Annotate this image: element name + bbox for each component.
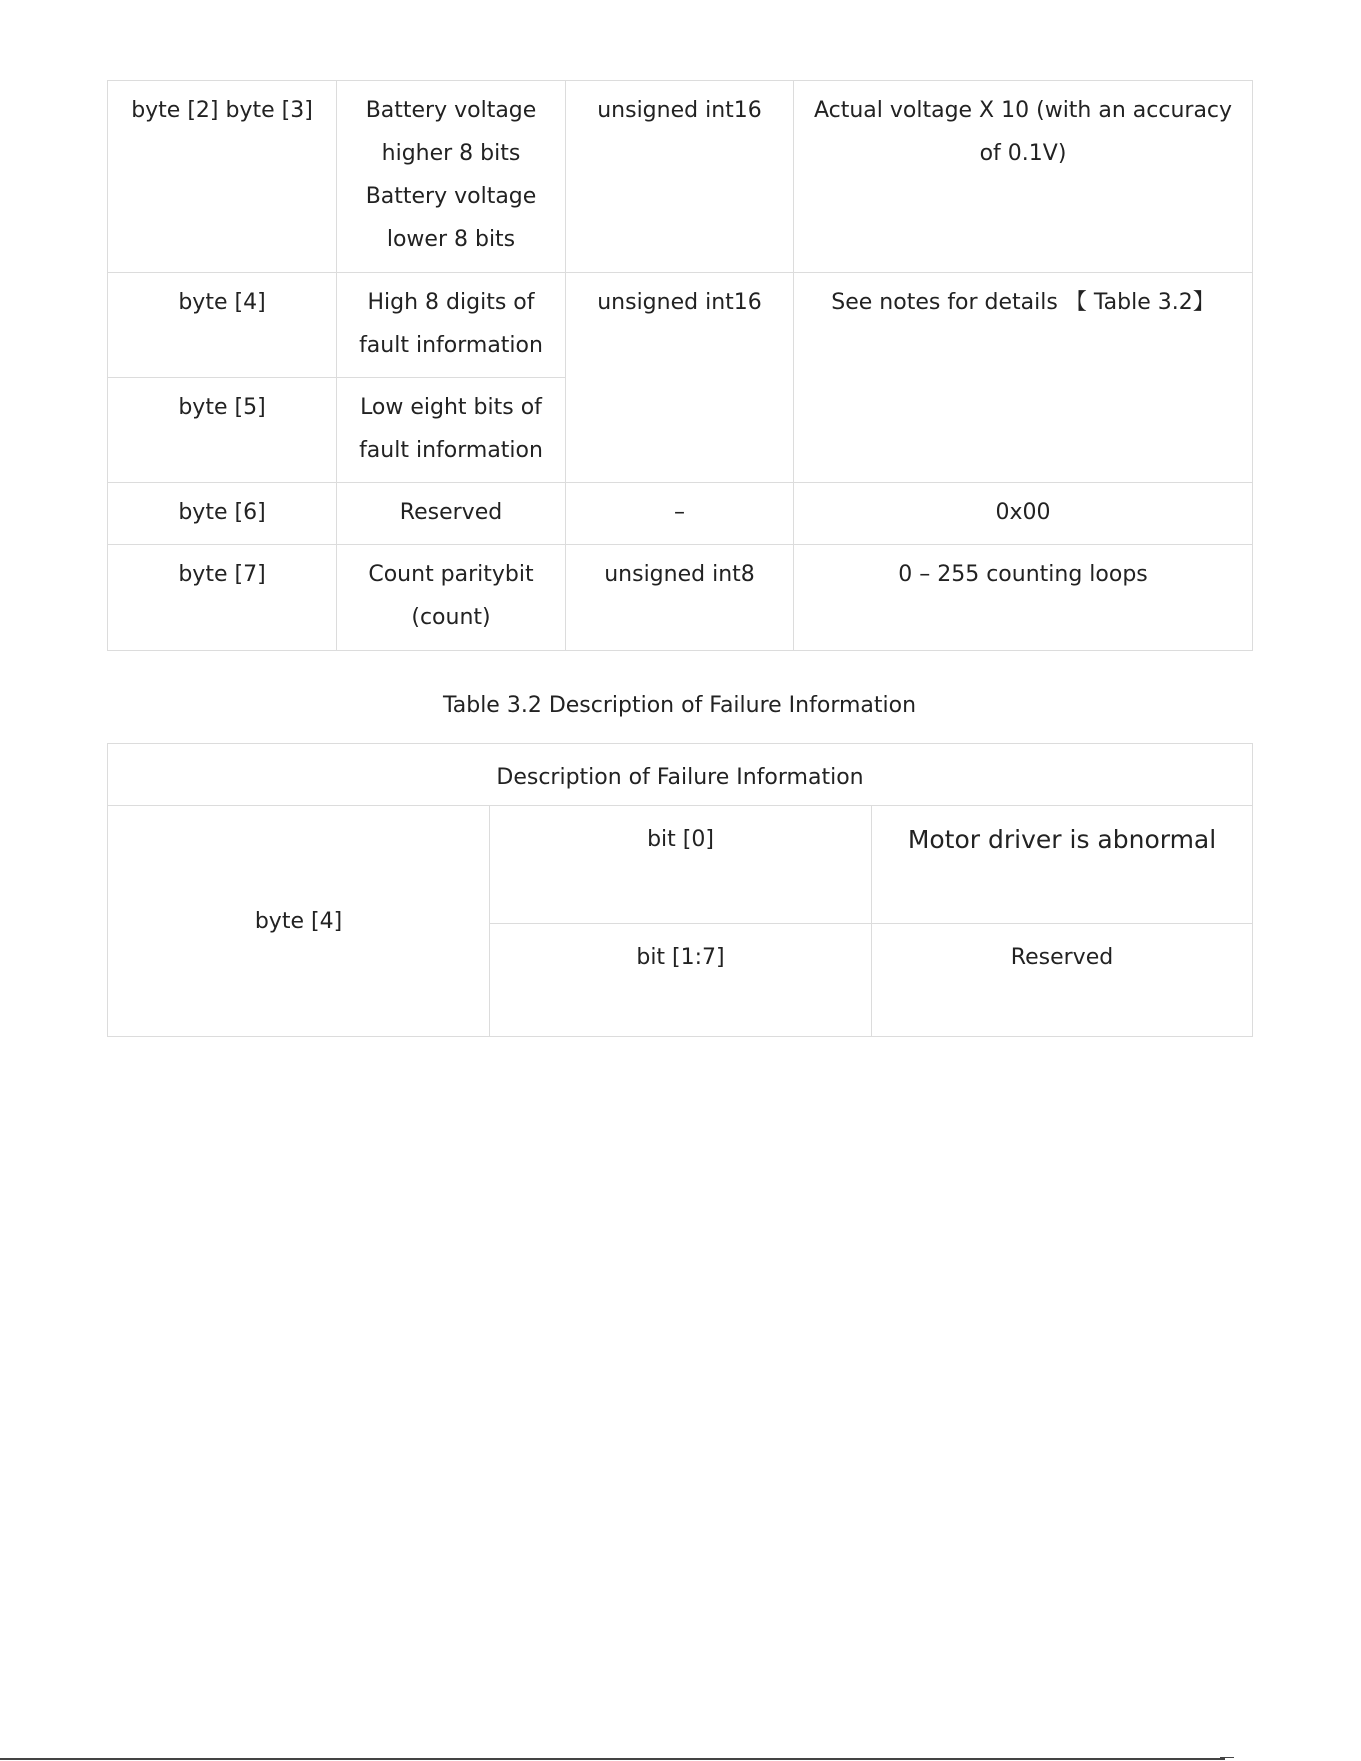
byte-cell: byte [6] (108, 483, 337, 545)
type-cell: – (566, 483, 794, 545)
notes-cell: 0 – 255 counting loops (794, 545, 1253, 651)
description-cell: High 8 digits of fault information (337, 273, 566, 378)
description-cell: Battery voltage higher 8 bits Battery voltage lower 8 bits (337, 81, 566, 273)
table-row (108, 81, 1253, 273)
notes-cell: See notes for details 【 Table 3.2】 (794, 273, 1253, 483)
table-row (108, 545, 1253, 651)
table-header: Description of Failure Information (108, 744, 1253, 806)
bit-description-cell: Reserved (872, 924, 1253, 1037)
table-row (108, 483, 1253, 545)
data-format-table (107, 80, 1253, 651)
footer-mark (1220, 1757, 1234, 1758)
bit-cell: bit [1:7] (490, 924, 872, 1037)
table-caption: Table 3.2 Description of Failure Information (442, 693, 917, 718)
failure-info-table (107, 743, 1253, 1037)
byte-cell: byte [2] byte [3] (108, 81, 337, 273)
notes-cell: Actual voltage X 10 (with an accuracy of 0.1V) (794, 81, 1253, 273)
bit-cell: bit [0] (490, 806, 872, 924)
description-cell: Low eight bits of fault information (337, 378, 566, 483)
type-cell: unsigned int8 (566, 545, 794, 651)
description-cell: Count paritybit (count) (337, 545, 566, 651)
byte-cell: byte [4] (108, 806, 490, 1037)
byte-cell: byte [4] (108, 273, 337, 378)
type-cell: unsigned int16 (566, 273, 794, 483)
description-cell: Reserved (337, 483, 566, 545)
bit-description-cell: Motor driver is abnormal (872, 806, 1253, 924)
byte-cell: byte [7] (108, 545, 337, 651)
footer-rule (0, 1758, 1225, 1760)
type-cell: unsigned int16 (566, 81, 794, 273)
table-row (108, 806, 1253, 924)
table-header-row (108, 744, 1253, 806)
table-row (108, 273, 1253, 378)
byte-cell: byte [5] (108, 378, 337, 483)
notes-cell: 0x00 (794, 483, 1253, 545)
